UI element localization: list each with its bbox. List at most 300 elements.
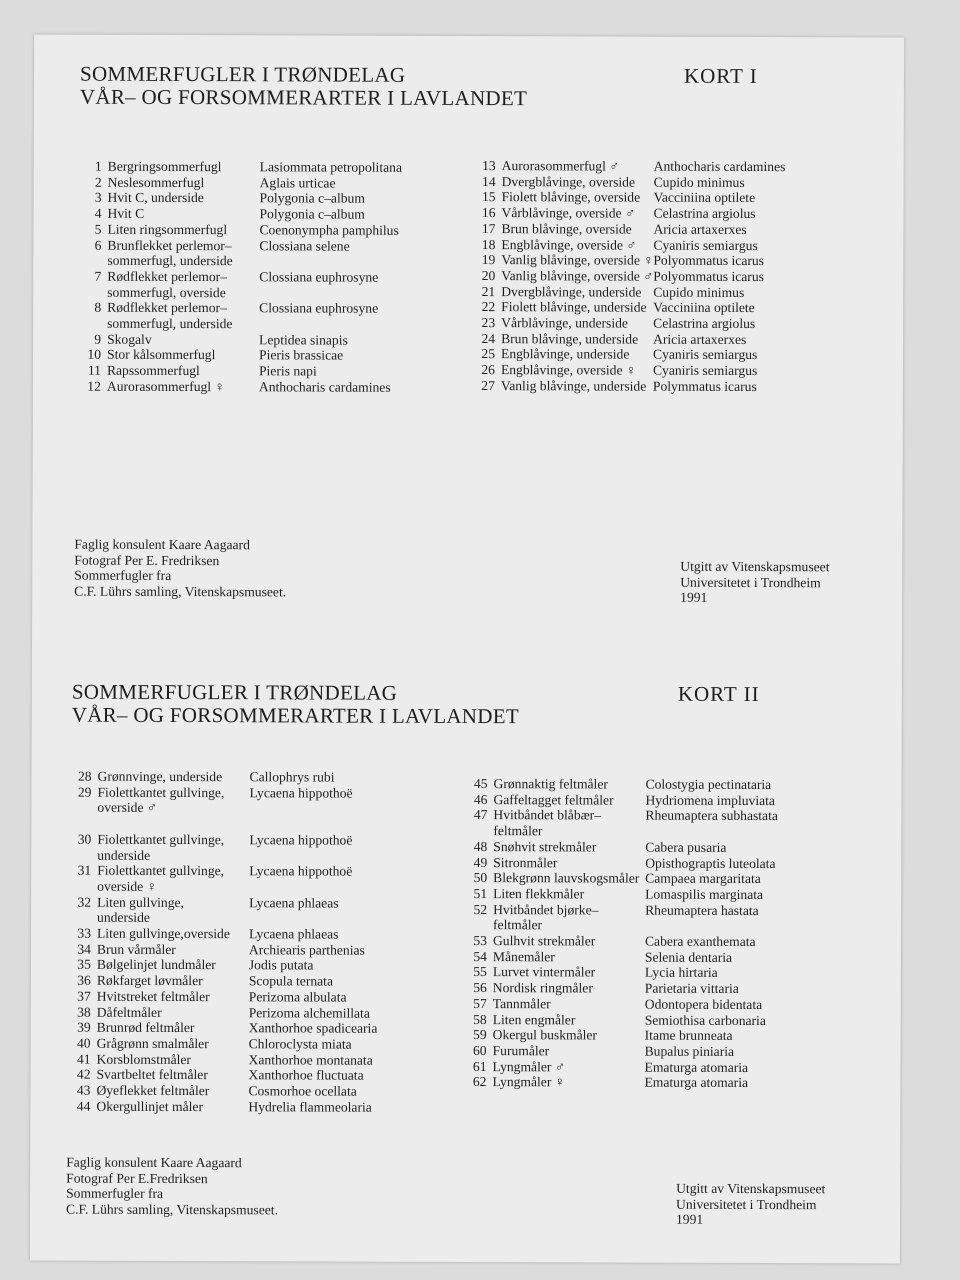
common-name-line: Nordisk ringmåler [492,980,593,996]
common-name [107,206,259,222]
latin-name: Selenia dentaria [644,949,733,965]
common-name [107,269,259,301]
common-name-line: sommerfugl, underside [107,252,233,269]
common-name-line: Hvitbåndet bjørke– [493,901,599,918]
title-line-1: SOMMERFUGLER I TRØNDELAG [71,679,398,705]
common-name-line: Brunrød feltmåler [96,1019,195,1036]
common-name-line: Okergullinjet måler [96,1098,204,1114]
common-name-line: Fiolett blåvinge, underside [501,299,647,315]
common-name-line: sommerfugl, underside [107,315,233,332]
species-entry [471,252,785,269]
common-name [493,965,645,981]
card-number: KORT II [677,681,760,707]
latin-name: Lycaena phlaeas [249,894,339,911]
latin-name: Cyaniris semiargus [653,347,758,363]
common-name [97,816,249,832]
latin-name: Perizoma alchemillata [248,1004,370,1021]
entry-number: 51 [473,885,488,901]
latin-name: Aricia artaxerxes [653,221,747,237]
entry-number: 53 [473,933,488,949]
entry-number: 58 [473,1011,487,1027]
species-entry [471,299,785,316]
latin-name: Polygonia c–album [259,206,365,222]
common-name-line: Vanlig blåvinge, overside ♀ [501,252,654,268]
species-entry [77,347,401,364]
common-name-line: Liten flekkmåler [493,886,585,902]
common-name-line: Snøhvit strekmåler [493,838,597,855]
species-entry [77,331,401,348]
latin-name: Celastrina argiolus [653,315,756,332]
latin-name: Polygonia c–album [259,190,365,207]
latin-name: Cyaniris semiargus [653,237,758,253]
common-name [107,331,259,347]
latin-name: Lycaena phlaeas [248,926,339,942]
species-entry [471,315,785,332]
entry-number: 11 [87,362,101,378]
common-name-line: Neslesommerfugl [107,174,205,190]
common-name-line: Lurvet vintermåler [492,964,596,980]
entry-number: 37 [77,988,91,1004]
common-name [97,1051,249,1067]
common-name [493,996,645,1012]
entry-number: 24 [481,330,496,346]
species-entry [471,205,785,222]
species-entry [67,1020,378,1037]
latin-name: Anthocharis cardamines [258,379,391,395]
common-name-line: Hvit C [107,205,145,221]
entry-number: 62 [472,1074,487,1090]
common-name [97,1020,249,1036]
common-name [107,379,259,395]
entry-number: 52 [473,901,488,917]
species-entry [462,1074,777,1091]
species-entry [463,870,778,887]
species-entry [463,964,778,981]
credit-line: Faglig konsulent Kaare Aagaard [66,1154,242,1171]
common-name [107,237,259,269]
latin-name: Clossiana euphrosyne [259,269,379,285]
entry-number: 2 [94,174,102,190]
common-name [97,973,249,989]
entry-number: 59 [473,1027,487,1043]
latin-name: Cyaniris semiargus [652,362,758,379]
species-entry [463,902,778,935]
latin-name: Parietaria vittaria [644,980,739,997]
entry-number: 39 [77,1019,91,1035]
latin-name: Aricia artaxerxes [653,331,747,347]
species-entry [463,980,778,997]
common-name [501,315,653,331]
credits [74,537,286,601]
entry-number: 7 [94,268,102,284]
common-name-line: Okergul buskmåler [492,1027,598,1043]
species-entry [471,346,785,363]
common-name [501,205,653,221]
latin-name: Coenonympha pamphilus [259,222,399,238]
entry-number: 57 [473,995,487,1011]
common-name [493,1012,645,1028]
common-name-line: Dvergblåvinge, underside [501,283,642,300]
latin-name: Cupido minimus [653,284,745,300]
entry-number: 43 [76,1082,91,1098]
common-name [501,284,653,300]
entry-number: 27 [481,377,495,393]
latin-name: Lycaena hippothoë [249,832,353,848]
entry-number: 12 [87,378,101,394]
common-name [493,870,645,886]
entry-number: 49 [473,854,488,870]
entry-number: 6 [94,237,102,253]
title-line-1: SOMMERFUGLER I TRØNDELAG [79,61,406,87]
entry-number: 21 [481,283,496,299]
publisher-line: Universitetet i Trondheim [676,1196,817,1212]
entry-number: 45 [473,776,488,792]
species-entry [66,1067,377,1084]
entry-number: 1 [94,158,102,174]
latin-name: Ematurga atomaria [644,1059,749,1075]
species-entry [471,362,785,379]
species-entry [66,1098,377,1115]
common-name [493,807,645,839]
common-name-line: Engblåvinge, underside [501,346,630,363]
common-name [96,1067,248,1083]
latin-name: Lomaspilis marginata [645,886,764,902]
species-entry [77,378,401,395]
species-entry [463,839,778,856]
common-name [501,252,653,268]
latin-name: Semiothisa carbonaria [644,1012,766,1028]
species-entry [463,855,778,872]
entry-number: 9 [94,331,102,347]
common-name-line: Svartbeltet feltmåler [96,1067,208,1083]
entry-number: 20 [481,267,496,284]
common-name [97,863,249,895]
common-name-line: Fiolettkantet gullvinge, [97,831,225,847]
card-title [72,681,519,729]
species-entry [66,1083,377,1100]
entry-number [67,816,91,832]
entry-number: 61 [472,1058,487,1074]
common-name-line: Røkfarget løvmåler [96,972,203,989]
species-entry [78,190,402,207]
species-list-right [462,776,778,1091]
latin-name: Scopula ternata [248,973,334,989]
common-name [493,902,645,934]
common-name [97,926,249,942]
latin-name: Perizoma albulata [248,989,347,1005]
latin-name: Lasiommata petropolitana [259,159,403,175]
common-name [493,839,645,855]
species-entry [463,1059,778,1076]
latin-name: Hydrelia flammeolaria [248,1099,372,1115]
publisher [680,559,829,607]
publisher-line: 1991 [680,590,708,606]
common-name [502,174,654,190]
species-entry [77,269,401,302]
common-name-line: Tannmåler [492,995,551,1012]
common-name-line: Rødflekket perlemor– [107,268,227,285]
common-name-line: Furumåler [492,1043,550,1059]
common-name-line: Vanlig blåvinge, overside ♂ [501,268,654,284]
common-name-line: Korsblomstmåler [96,1051,191,1067]
entry-number: 14 [482,173,496,189]
entry-number: 50 [473,870,488,886]
common-name [107,347,259,363]
species-entry [471,221,785,238]
species-entry [463,1043,778,1060]
credit-line: C.F. Lührs samling, Vitenskapsmuseet. [66,1201,279,1218]
latin-name: Pieris napi [258,363,317,379]
common-name [493,1027,645,1043]
common-name [501,299,653,315]
credit-line: Sommerfugler fra [66,1186,164,1202]
latin-name: Lycaena hippothoë [249,784,353,801]
common-name [494,776,646,792]
latin-name: Celastrina argiolus [653,205,756,222]
common-name-line: Stor kålsommerfugl [106,347,216,363]
common-name [493,949,645,965]
latin-name: Polymmatus icarus [652,378,757,394]
latin-name: Xanthorhoe spadicearia [248,1020,378,1036]
species-entry [472,189,786,206]
latin-name: Xanthorhoe fluctuata [248,1067,364,1084]
common-name-line: Månemåler [492,948,555,965]
latin-name: Vacciniina optilete [653,299,755,316]
latin-name: Xanthorhoe montanata [248,1051,373,1068]
credit-line: Faglig konsulent Kaare Aagaard [74,536,250,553]
entry-number: 31 [77,862,92,878]
common-name-line: Øyeflekket feltmåler [96,1082,210,1099]
common-name-line: Engblåvinge, overside ♀ [500,362,637,378]
species-entry [67,973,378,990]
common-name-line: Gaffeltagget feltmåler [493,791,614,808]
common-name-line: Engblåvinge, overside ♂ [501,236,637,253]
common-name-line: Sitronmåler [493,854,558,870]
latin-name: Callophrys rubi [249,769,335,785]
species-entry [463,807,778,840]
common-name-line: Hvit C, underside [107,190,204,206]
common-name-line: Bergringsommerfugl [107,158,222,175]
common-name-line: Hvitbåndet blåbær– [493,807,602,823]
common-name [501,362,653,378]
common-name [96,1083,248,1099]
latin-name: Rheumaptera subhastata [645,808,778,824]
latin-name: Polyommatus icarus [653,252,765,269]
common-name [492,1074,644,1090]
species-list-right [471,158,786,395]
common-name-line: Grågrønn smalmåler [96,1035,209,1052]
credit-line: Sommerfugler fra [74,568,172,584]
entry-number: 23 [481,315,496,331]
entry-number: 42 [76,1067,91,1083]
entry-number: 15 [481,189,496,205]
entry-number: 35 [77,957,91,973]
species-entry [67,863,378,895]
species-entry [67,784,378,816]
species-list-left [77,159,402,396]
common-name [97,894,249,926]
entry-number: 16 [481,205,496,221]
common-name-line: Dvergblåvinge, overside [501,173,636,190]
latin-name: Cabera pusaria [645,839,727,855]
common-name-line: Liten gullvinge, [97,894,184,910]
common-name-line: Liten ringsommerfugl [107,221,228,237]
entry-number: 17 [481,220,496,236]
common-name-line: Vårblåvinge, overside ♂ [501,205,636,221]
common-name [97,957,249,973]
species-entry [471,331,785,348]
title-line-2: VÅR– OG FORSOMMERARTER I LAVLANDET [71,702,520,729]
common-name-line: Grønnaktig feltmåler [493,776,608,792]
latin-name: Polyommatus icarus [653,268,764,284]
species-entry [463,949,778,966]
common-name [97,832,249,864]
common-name-line: Lyngmåler ♀ [492,1074,565,1090]
latin-name: Vacciniina optilete [653,190,756,206]
latin-name: Cabera exanthemata [644,933,756,950]
credit-line: Fotograf Per E.Fredriksen [66,1170,208,1186]
common-name [502,190,654,206]
species-entry [67,957,378,974]
publisher [676,1181,825,1229]
latin-name: Clossiana euphrosyne [259,300,379,317]
common-name-line: Rødflekket perlemor– [107,300,227,316]
common-name-line: Vanlig blåvinge, underside [500,377,647,394]
latin-name: Colostygia pectinataria [645,776,772,793]
entry-number: 55 [473,964,487,980]
common-name [107,363,259,379]
common-name [493,792,645,808]
species-entry [67,831,378,863]
common-name [501,221,653,237]
credit-line: C.F. Lührs samling, Vitenskapsmuseet. [74,583,287,600]
species-entry [471,237,785,254]
common-name [97,1004,249,1020]
common-name-line: Fiolettkantet gullvinge, [97,784,225,800]
common-name [493,855,645,871]
card-kort-2 [32,652,902,1228]
species-entry [78,159,402,176]
latin-name: Bupalus piniaria [644,1043,735,1059]
species-entry [67,894,378,926]
species-entry [463,1012,778,1029]
common-name-line: underside [97,910,150,926]
entry-number: 5 [94,221,102,237]
species-entry [463,886,778,903]
entry-number: 47 [473,807,488,823]
entry-number: 56 [473,980,487,996]
common-name [493,1059,645,1075]
publisher-line: Utgitt av Vitenskapsmuseet [676,1180,826,1197]
entry-number: 19 [481,252,496,268]
card-number: KORT I [683,63,758,89]
species-entry [472,158,786,175]
common-name-line: Dåfeltmåler [96,1004,162,1020]
entry-number: 38 [77,1004,91,1020]
latin-name: Archiearis parthenias [248,941,365,958]
common-name-line: Aurorasommerfugl ♂ [501,158,620,174]
common-name-line: Liten gullvinge,overside [96,925,230,942]
entry-number: 40 [77,1035,91,1051]
species-entry [77,206,401,223]
common-name-line: Brun blåvinge, overside [501,220,632,237]
common-name [96,1098,248,1114]
common-name-line: overside ♀ [97,878,157,894]
common-name-line: Hvitstreket feltmåler [96,988,210,1004]
entry-number: 22 [481,299,496,315]
latin-name: Jodis putata [248,957,314,973]
common-name [493,980,645,996]
entry-number: 36 [77,972,91,988]
entry-number: 44 [76,1098,91,1114]
species-entry [77,300,401,333]
common-name-line: Brun vårmåler [96,941,176,957]
latin-name: Leptidea sinapis [259,332,348,348]
latin-name: Chloroclysta miata [248,1036,352,1052]
common-name [107,222,259,238]
common-name [97,989,249,1005]
common-name [493,886,645,902]
entry-number: 25 [481,346,496,362]
entry-number: 41 [76,1051,91,1067]
latin-name: Odontopera bidentata [644,996,763,1012]
common-name-line [97,816,249,832]
common-name-line: overside ♂ [97,800,158,816]
latin-name: Cupido minimus [653,174,745,190]
entry-number: 54 [473,948,487,964]
latin-name: Clossiana selene [259,237,350,254]
common-name-line: Grønnvinge, underside [97,768,223,785]
common-name-line: feltmåler [493,823,543,839]
species-entry [77,237,401,270]
common-name-line: Brun blåvinge, underside [501,330,639,347]
entry-number: 30 [77,831,92,847]
latin-name: Hydriomena impluviata [645,792,775,808]
species-entry [67,941,378,958]
species-entry [78,174,402,191]
latin-name: Opisthograptis luteolata [645,855,776,871]
latin-name: Lycaena hippothoë [249,863,353,879]
publisher-line: Utgitt av Vitenskapsmuseet [680,558,830,575]
credit-line: Fotograf Per E. Fredriksen [74,552,220,568]
species-entry [67,1004,378,1021]
species-list-left [66,769,378,1116]
common-name [97,1036,249,1052]
species-entry [464,776,779,793]
species-entry [463,792,778,809]
species-entry [463,933,778,950]
species-entry [67,1036,378,1053]
entry-number: 60 [472,1042,487,1059]
common-name [97,784,249,816]
entry-number: 26 [481,362,496,378]
latin-name: Cosmorhoe ocellata [248,1083,357,1099]
title-line-2: VÅR– OG FORSOMMERARTER I LAVLANDET [79,84,528,111]
common-name-line: feltmåler [493,917,543,933]
common-name [108,190,260,206]
latin-name: Anthocharis cardamines [653,158,786,175]
entry-number: 13 [482,158,496,174]
common-name-line: underside [97,847,151,863]
common-name [107,300,259,332]
species-entry [472,174,786,191]
species-entry [471,268,785,285]
common-name [501,347,653,363]
printed-card-sheet [30,34,904,1263]
common-name-line: Aurorasommerfugl ♀ [106,378,225,394]
entry-number: 28 [77,768,92,784]
common-name-line: Vårblåvinge, underside [501,315,629,331]
